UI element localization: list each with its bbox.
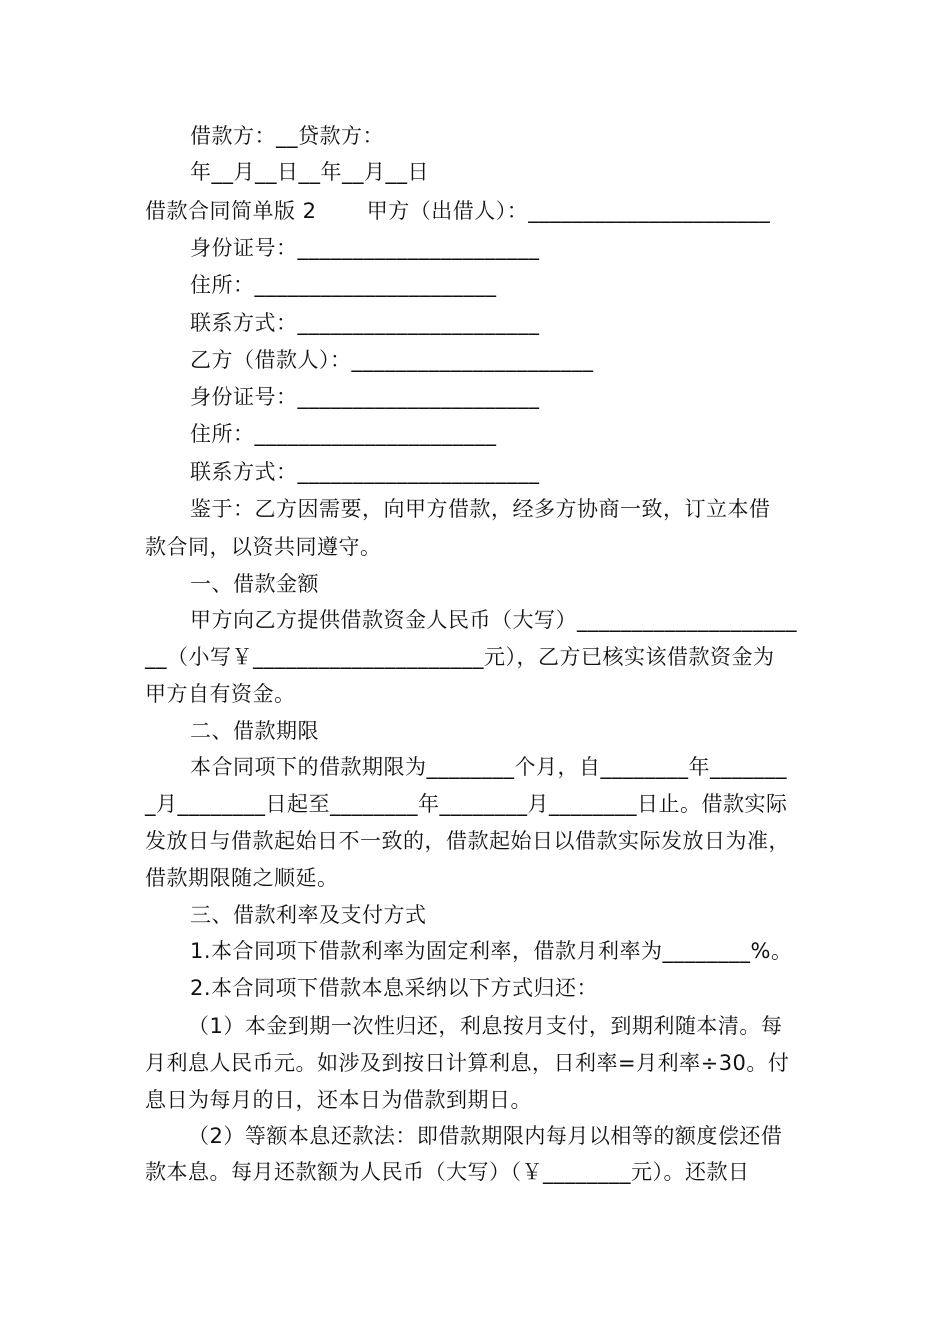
term-line-1: 本合同项下的借款期限为________个月，自________年_______ [190, 755, 787, 779]
party-b-contact: 联系方式：______________________ [190, 460, 540, 484]
section-2-heading: 二、借款期限 [190, 719, 319, 743]
method-1-line-2: 月利息人民币元。如涉及到按日计算利息，日利率=月利率÷30。付 [145, 1051, 790, 1075]
party-a-contact: 联系方式：______________________ [190, 311, 540, 335]
signature-date-line: 年__月__日__年__月__日 [190, 160, 429, 184]
preamble-line-2: 款合同，以资共同遵守。 [145, 535, 382, 559]
method-1-line-1: （1）本金到期一次性归还，利息按月支付，到期利随本清。每 [188, 1014, 783, 1038]
party-a-id-number: 身份证号：______________________ [190, 236, 540, 260]
party-a-address: 住所：______________________ [190, 273, 497, 297]
party-b-address: 住所：______________________ [190, 422, 497, 446]
section-1-heading: 一、借款金额 [190, 572, 319, 596]
term-line-4: 借款期限随之顺延。 [145, 866, 339, 890]
preamble-line-1: 鉴于：乙方因需要，向甲方借款，经多方协商一致，订立本借 [190, 497, 771, 521]
party-b-line: 乙方（借款人）：______________________ [190, 348, 594, 372]
term-line-3: 发放日与借款起始日不一致的，借款起始日以借款实际发放日为准， [145, 829, 790, 853]
section-3-heading: 三、借款利率及支付方式 [190, 903, 427, 927]
term-line-2: _月________日起至________年________月________日止。借款实际 [145, 792, 788, 816]
interest-rate-line: 1.本合同项下借款利率为固定利率，借款月利率为________%。 [190, 939, 793, 963]
amount-line-3: 甲方自有资金。 [145, 682, 296, 706]
method-2-line-2: 款本息。每月还款额为人民币（大写）（￥________元）。还款日 [145, 1160, 750, 1184]
amount-line-1: 甲方向乙方提供借款资金人民币（大写）____________________ [190, 608, 797, 632]
repayment-method-line: 2.本合同项下借款本息采纳以下方式归还： [190, 976, 599, 1000]
method-2-line-1: （2）等额本息还款法：即借款期限内每月以相等的额度偿还借 [188, 1124, 783, 1148]
method-1-line-3: 息日为每月的日，还本日为借款到期日。 [145, 1088, 532, 1112]
amount-line-2: __（小写￥_____________________元），乙方已核实该借款资金为 [145, 645, 775, 669]
party-b-id-number: 身份证号：______________________ [190, 385, 540, 409]
title-and-party-a-line: 借款合同简单版 2 甲方（出借人）：______________________ [145, 199, 771, 223]
party-signature-line: 借款方：__贷款方： [190, 124, 384, 148]
